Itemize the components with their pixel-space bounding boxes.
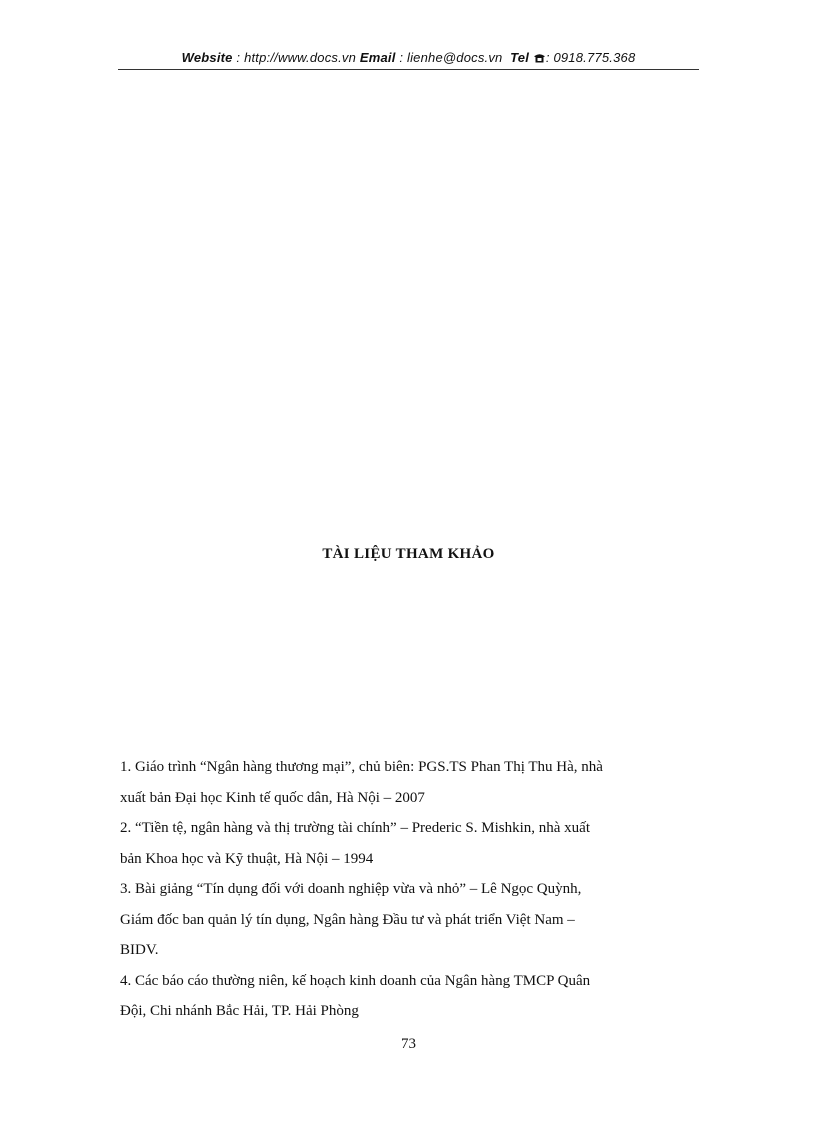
reference-line: 1. Giáo trình “Ngân hàng thương mại”, chủ biên: PGS.TS Phan Thị Thu Hà, nhà xyxy=(120,759,603,775)
reference-list xyxy=(120,752,700,1027)
reference-line: Đội, Chi nhánh Bắc Hải, TP. Hải Phòng xyxy=(120,1003,359,1019)
reference-line: BIDV. xyxy=(120,942,159,958)
header-divider xyxy=(118,69,699,70)
tel-number: : 0918.775.368 xyxy=(545,50,636,65)
page-header xyxy=(118,50,699,65)
website-separator: : xyxy=(232,50,245,65)
reference-item xyxy=(120,813,700,874)
reference-line: Giám đốc ban quản lý tín dụng, Ngân hàng Đầu tư và phát triển Việt Nam – xyxy=(120,911,575,928)
email-address: lienhe@docs.vn xyxy=(406,50,503,65)
tel-label: Tel xyxy=(510,50,530,65)
email-separator: : xyxy=(395,50,407,65)
reference-item xyxy=(120,966,700,1027)
telephone-icon xyxy=(534,53,545,63)
reference-line: xuất bản Đại học Kinh tế quốc dân, Hà Nội – 2007 xyxy=(120,789,425,806)
page-number: 73 xyxy=(401,1036,416,1052)
website-url: http://www.docs.vn xyxy=(244,50,357,65)
reference-line: 4. Các báo cáo thường niên, kế hoạch kinh doanh của Ngân hàng TMCP Quân xyxy=(120,972,591,989)
page-title: TÀI LIỆU THAM KHẢO xyxy=(322,546,495,562)
reference-item xyxy=(120,874,700,966)
reference-line: bản Khoa học và Kỹ thuật, Hà Nội – 1994 xyxy=(120,850,374,867)
email-label: Email xyxy=(359,50,396,65)
website-label: Website xyxy=(181,50,233,65)
reference-line: 3. Bài giảng “Tín dụng đối với doanh nghiệp vừa và nhỏ” – Lê Ngọc Quỳnh, xyxy=(120,881,582,897)
reference-item xyxy=(120,752,700,813)
reference-line: 2. “Tiền tệ, ngân hàng và thị trường tài chính” – Prederic S. Mishkin, nhà xuất xyxy=(120,820,591,836)
